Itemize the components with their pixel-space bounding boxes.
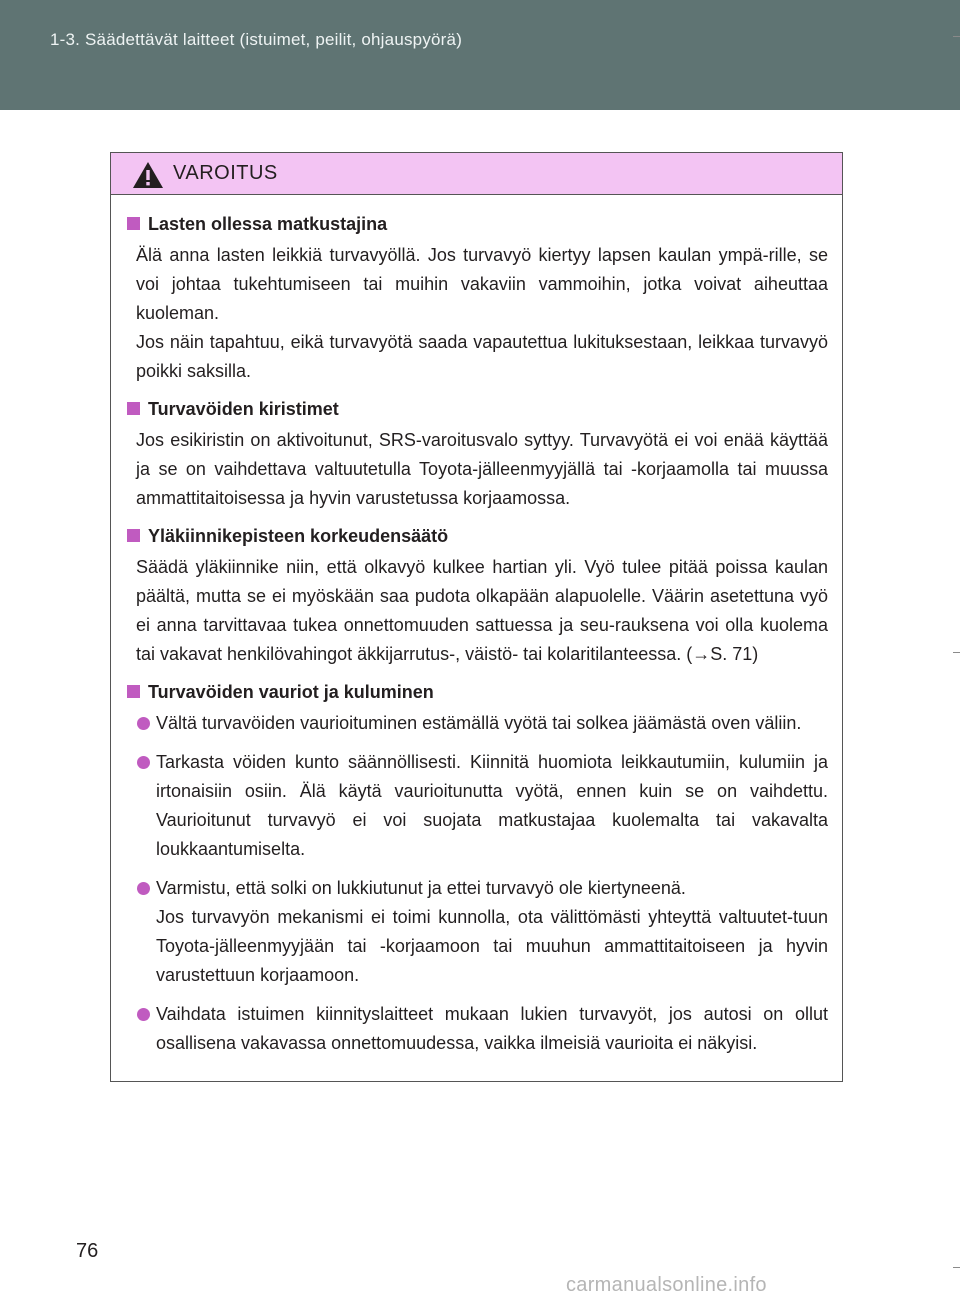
warning-body <box>111 195 842 1058</box>
warning-triangle-icon <box>131 160 165 190</box>
paragraph: Jos esikiristin on aktivoitunut, SRS-varoitusvalo syttyy. Turvavyötä ei voi enää käyttää ja se on vaihdettava valtuutetulla Toyota-jälleenmyyjällä tai -korjaamolla tai muussa ammattitaitoisessa ja hyvin varustetussa korjaamossa. <box>136 430 828 508</box>
bullet-list <box>127 709 828 1058</box>
section-title-text: Yläkiinnikepisteen korkeudensäätö <box>148 526 449 546</box>
round-bullet-icon <box>137 1008 150 1021</box>
square-bullet-icon <box>127 217 140 230</box>
section-content-anchor-height <box>136 553 828 669</box>
warning-header <box>111 153 842 195</box>
list-item-text: Vältä turvavöiden vaurioituminen estämällä vyötä tai solkea jäämästä oven väliin. <box>156 713 802 733</box>
section-title-anchor-height <box>127 523 828 549</box>
paragraph: Älä anna lasten leikkiä turvavyöllä. Jos turvavyö kiertyy lapsen kaulan ympä-rille, se voi johtaa tukehtumiseen tai muihin vakaviin vammoihin, jotka voivat aiheuttaa kuoleman. <box>136 245 828 323</box>
list-item-text: Vaihdata istuimen kiinnityslaitteet mukaan lukien turvavyöt, jos autosi on ollut osallisena vakavassa onnettomuudessa, vaikka ilmeisiä vaurioita ei näkyisi. <box>156 1004 828 1053</box>
warning-label: VAROITUS <box>173 162 278 184</box>
list-item <box>127 1000 828 1058</box>
section-content-children <box>136 241 828 386</box>
round-bullet-icon <box>137 882 150 895</box>
page-header <box>0 0 960 110</box>
square-bullet-icon <box>127 529 140 542</box>
crop-mark-top-right <box>953 36 960 37</box>
list-item <box>127 709 828 738</box>
list-item-text: Varmistu, että solki on lukkiutunut ja ettei turvavyö ole kiertyneenä. <box>156 878 686 898</box>
list-item <box>127 874 828 990</box>
section-title-text: Lasten ollessa matkustajina <box>148 214 388 234</box>
chapter-title: 1-3. Säädettävät laitteet (istuimet, peilit, ohjauspyörä) <box>50 30 463 49</box>
list-item-text: Tarkasta vöiden kunto säännöllisesti. Kiinnitä huomiota leikkautumiin, kulumiin ja irtonaisiin osiin. Älä käytä vaurioitunutta vyötä, ennen kuin se on vaihdettu. Vaurioitunut turvavyö ei voi suojata matkustajaa kuolemalta tai vakavalta loukkaantumiselta. <box>156 752 828 859</box>
section-content-pretensioners <box>136 426 828 513</box>
square-bullet-icon <box>127 402 140 415</box>
section-title-text: Turvavöiden vauriot ja kuluminen <box>148 682 434 702</box>
watermark: carmanualsonline.info <box>566 1274 767 1296</box>
list-item <box>127 748 828 864</box>
paragraph: Jos näin tapahtuu, eikä turvavyötä saada vapautettua lukituksestaan, leikkaa turvavyö poikki saksilla. <box>136 332 828 381</box>
crop-mark-bottom-right <box>953 1267 960 1268</box>
section-title-pretensioners <box>127 396 828 422</box>
round-bullet-icon <box>137 756 150 769</box>
section-title-children <box>127 211 828 237</box>
square-bullet-icon <box>127 685 140 698</box>
warning-box <box>110 152 843 1082</box>
section-title-text: Turvavöiden kiristimet <box>148 399 339 419</box>
page-number: 76 <box>76 1240 99 1262</box>
section-title-damage-wear <box>127 679 828 705</box>
paragraph: Säädä yläkiinnike niin, että olkavyö kulkee hartian yli. Vyö tulee pitää poissa kaulan päältä, mutta se ei myöskään saa pudota olkapään alapuolelle. Väärin asetettuna vyö ei anna tarvittavaa tukea onnettomuuden sattuessa ja seu-rauksena voi olla kuolema tai vakavat henkilövahingot äkkijarrutus-, väistö- tai kolaritilanteessa. (→S. 71) <box>136 557 828 664</box>
crop-mark-middle-right <box>953 652 960 653</box>
list-item-extra-text: Jos turvavyön mekanismi ei toimi kunnolla, ota välittömästi yhteyttä valtuutet-tuun Toyota-jälleenmyyjään tai -korjaamoon tai muuhun ammattitaitoiseen ja hyvin varustettuun korjaamoon. <box>156 907 828 985</box>
round-bullet-icon <box>137 717 150 730</box>
